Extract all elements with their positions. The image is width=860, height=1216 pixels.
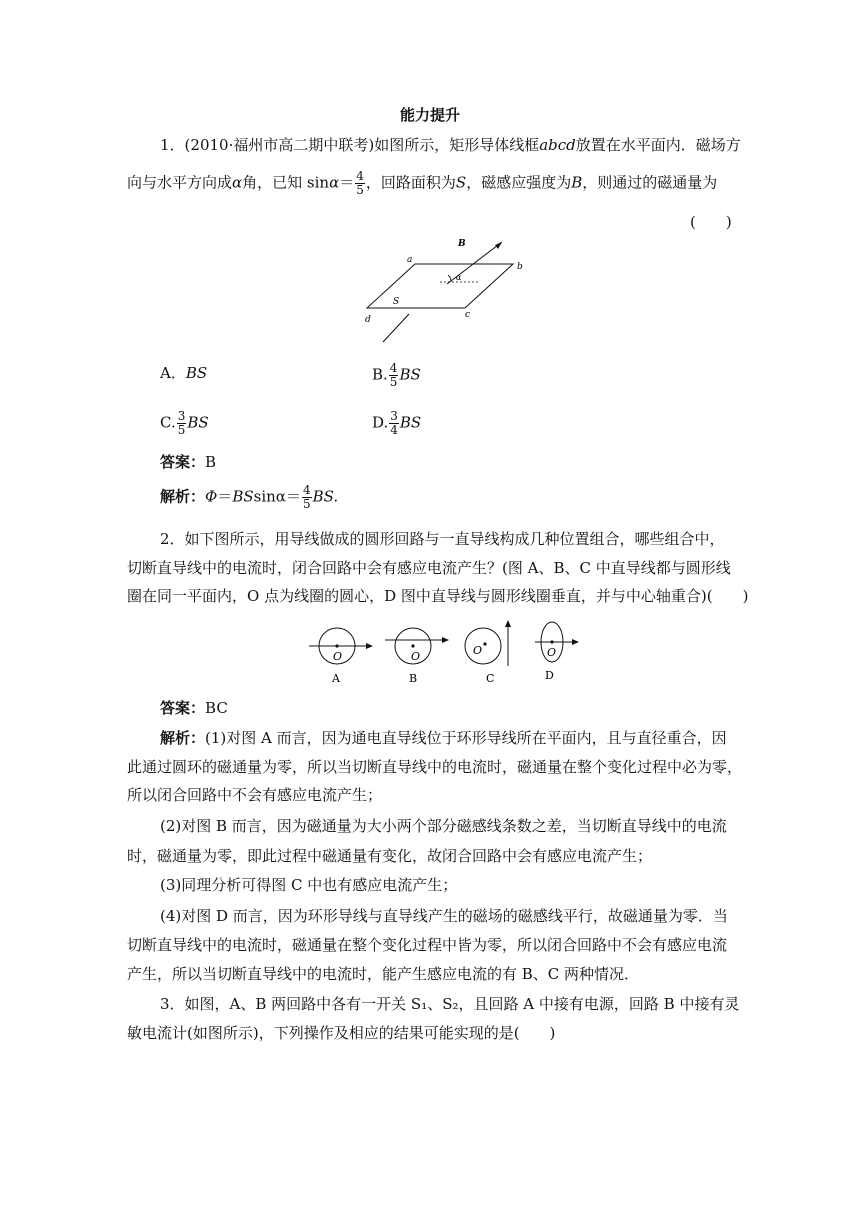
option-d [372,410,421,437]
option-d-label: D. [372,413,389,432]
q3-line1: 3．如图，A、B 两回路中各有一开关 S₁、S₂，且回路 A 中接有电源，回路 B 中接有灵 [160,995,740,1013]
q1-line1 [160,134,741,156]
q2-line3: 圈在同一平面内，O 点为线圈的圆心，D 图中直导线与圆形线圈垂直，并与中心轴重合)( ) [127,587,749,605]
frac-den: 5 [177,423,186,437]
field-arrow-head [495,242,502,249]
frac-den: 5 [302,497,311,511]
q2-analysis-p1-l3: 所以闭合回路中不会有感应电流产生； [127,786,383,804]
label-o-a: O [333,650,343,663]
q1-text: ，则通过的磁通量为 [582,173,718,192]
option-d-frac [389,410,399,437]
q1-line2 [127,170,717,197]
answer-label: 答案： [160,453,206,471]
q2-analysis-p3-l1: (3)同理分析可得图 C 中也有感应电流产生； [160,876,458,894]
label-B: B [458,239,466,249]
label-S: S [393,297,400,307]
analysis-text: (1)对图 A 而言，因为通电直导线位于环形导线所在平面内，且与直径重合，因 [205,729,727,747]
answer-label: 答案： [160,699,206,717]
q1-eq: ＝ [339,173,355,192]
option-b-expr: BS [399,365,421,384]
analysis-label: 解析： [160,729,206,747]
q1-text: ，磁感应强度为 [466,173,572,192]
q3-line2: 敏电流计(如图所示)，下列操作及相应的结果可能实现的是( ) [127,1024,556,1042]
q2-line1: 2．如下图所示，用导线做成的圆形回路与一直导线构成几种位置组合，哪些组合中， [160,530,725,548]
q1-text: 1．(2010·福州市高二期中联考)如图所示，矩形导体线框 [160,136,540,154]
q2-analysis-p2-l2: 时，磁通量为零，即此过程中磁通量有变化，故闭合回路中会有感应电流产生； [127,847,653,865]
center-d [550,640,553,643]
sin-term: sinα＝ [253,487,301,506]
frac-num: 4 [356,169,364,183]
q1-abcd: abcd [539,136,576,154]
analysis-label: 解析： [160,487,206,506]
q2-analysis-p4-l1: (4)对图 D 而言，因为环形导线与直导线产生的磁场的磁感线平行，故磁通量为零．当 [160,907,728,925]
label-a: a [407,255,413,265]
field-line-below [383,314,409,342]
q1-text: 角，已知 sin [242,173,330,192]
section-title: 能力提升 [399,106,460,124]
center-c [483,642,486,645]
label-fig-b: B [409,672,418,685]
q1-text: 放置在水平面内．磁场方 [575,136,741,154]
frac-num: 3 [177,409,186,423]
label-alpha: α [456,273,462,282]
answer-value: B [205,453,217,471]
center-a [335,644,338,647]
frac-num: 4 [389,361,398,375]
q1-answer [160,451,216,473]
label-o-b: O [411,650,421,663]
option-b [372,362,421,389]
wire-d-arrow [572,639,579,645]
q1-text: ，回路面积为 [365,173,456,192]
q2-analysis-p2-l1: (2)对图 B 而言，因为磁通量为大小两个部分磁感线条数之差，当切断直导线中的电流 [160,817,727,835]
label-fig-c: C [486,672,495,685]
option-b-label: B. [372,365,388,384]
bs-result: BS. [312,487,339,506]
frac-num: 3 [390,409,398,423]
option-c [160,410,209,437]
q2-analysis-p1-l1 [160,727,727,749]
q2-analysis-p4-l2: 切断直导线中的电流时，磁通量在整个变化过程中皆为零，所以闭合回路中不会有感应电流 [127,936,728,954]
label-fig-a: A [332,672,340,685]
option-b-frac [389,362,399,389]
frac-den: 5 [356,183,364,197]
option-d-expr: BS [399,413,422,432]
q1-S: S [455,173,467,192]
q1-text: 向与水平方向成 [127,173,233,192]
q1-alpha: α [329,173,340,192]
q1-B: B [571,173,583,192]
frame-abcd [367,264,513,308]
q2-line2: 切断直导线中的电流时，闭合回路中会有感应电流产生？(图 A、B、C 中直导线都与圆形线 [127,559,731,577]
q1-analysis [160,484,338,511]
q1-figure [355,232,535,347]
option-c-label: C. [160,413,176,432]
q1-alpha: α [232,173,243,192]
q2-answer [160,697,228,719]
frac-den: 4 [390,423,398,437]
option-c-frac [177,410,187,437]
q2-analysis-p4-l3: 产生，所以当切断直导线中的电流时，能产生感应电流的有 B、C 两种情况． [127,965,640,983]
label-c: c [465,310,471,320]
frac-den: 5 [389,375,398,389]
frac-num: 4 [302,483,311,497]
loop-c [465,628,501,664]
phi-symbol: Φ [205,487,218,506]
q1-answer-bracket: ( ) [690,213,732,231]
bs-term: BS [232,487,254,506]
label-fig-d: D [545,669,554,682]
option-c-expr: BS [187,413,209,432]
q1-fraction [355,170,365,197]
center-b [411,644,414,647]
q2-figure [305,620,585,688]
label-d: d [365,315,371,325]
analysis-frac [302,484,312,511]
option-a-label: A． [160,364,186,382]
label-o-c: O [473,644,483,657]
answer-value: BC [205,699,228,717]
q2-analysis-p1-l2: 此通过圆环的磁通量为零，所以当切断直导线中的电流时，磁通量在整个变化过程中必为零， [127,758,743,776]
wire-c-arrow [505,620,511,627]
label-b: b [517,262,523,272]
option-a [160,362,207,384]
eq-sign: ＝ [217,487,233,506]
option-a-expr: BS [185,364,208,382]
label-o-d: O [547,646,557,659]
wire-b-arrow [442,637,449,643]
wire-a-arrow [366,643,373,649]
